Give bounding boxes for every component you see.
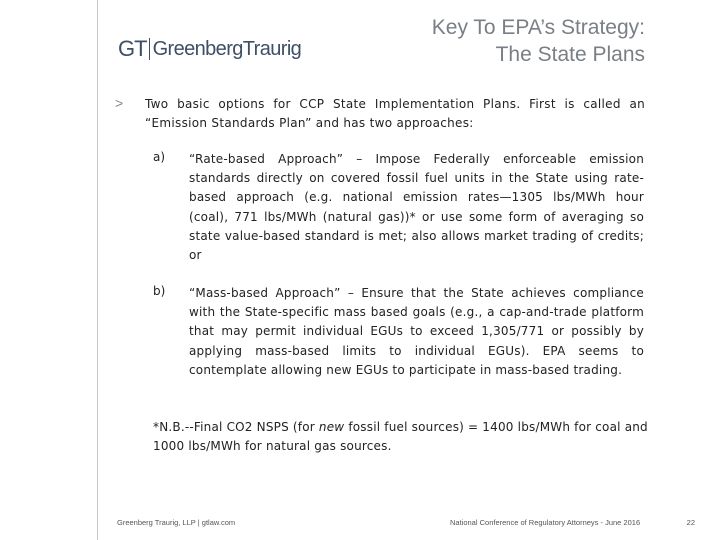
footnote [153, 418, 648, 456]
footnote-suffix: fossil fuel sources) = 1400 lbs/MWh for coal and 1000 lbs/MWh for natural gas sources. [153, 420, 648, 453]
title-line-2: The State Plans [495, 43, 645, 66]
intro-paragraph: Two basic options for CCP State Implementation Plans. First is called an “Emission Standards Plan” and has two approaches: [145, 97, 645, 130]
footer-firm: Greenberg Traurig, LLP | gtlaw.com [117, 518, 236, 527]
item-b-label: b) [153, 284, 166, 298]
logo-wordmark: GreenbergTraurig [152, 37, 302, 60]
bullet-marker: > [115, 95, 124, 111]
greenberg-traurig-logo [118, 36, 301, 62]
logo-separator [149, 38, 150, 60]
logo-mark: GT [118, 36, 147, 61]
footer-conference: National Conference of Regulatory Attorneys - June 2016 [450, 518, 641, 527]
slide-title [432, 14, 645, 68]
vertical-divider [97, 0, 98, 540]
item-a-text: “Rate-based Approach” – Impose Federally enforceable emission standards directly on covered fossil fuel units in the State using rate-based approach (e.g. national emission rates—1305 lbs/MWh hour (coal), 771 lbs/MWh (natural gas))* or use some form of averaging so state value-based standard is met; also allows market trading of credits; or [189, 152, 644, 263]
footnote-prefix: *N.B.--Final CO2 NSPS (for [153, 420, 319, 434]
title-line-1: Key To EPA’s Strategy: [431, 16, 645, 39]
item-b-text: “Mass-based Approach” – Ensure that the State achieves compliance with the State-specific mass based goals (e.g., a cap-and-trade platform that may permit individual EGUs to exceed 1,305/771 or possibly by applying mass-based limits to individual EGUs). EPA seems to contemplate allowing new EGUs to participate in mass-based trading. [189, 286, 644, 377]
footnote-emphasis: new [318, 420, 345, 434]
page-number: 22 [686, 518, 695, 527]
item-a-label: a) [153, 150, 166, 164]
